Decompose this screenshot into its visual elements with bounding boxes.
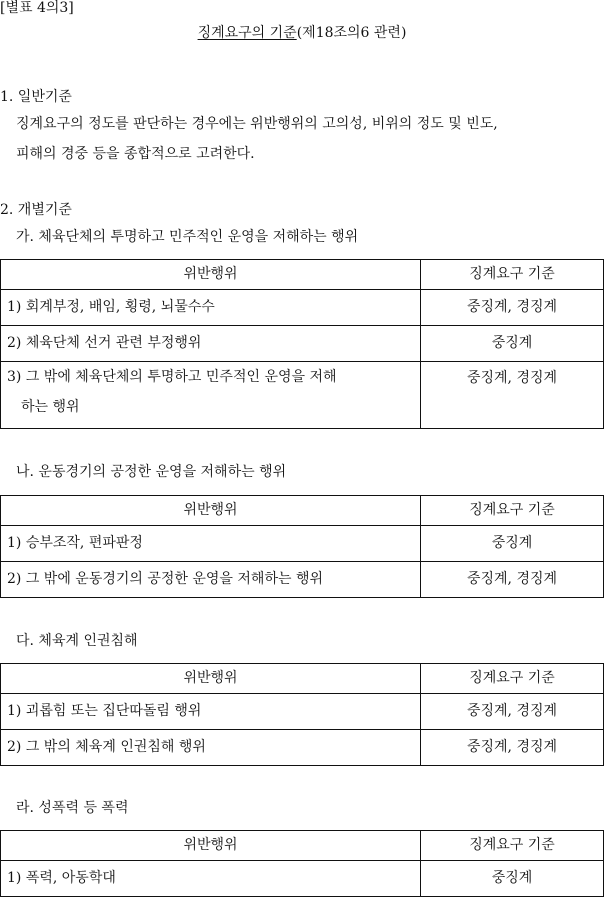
- title-main: 징계요구의 기준: [197, 25, 297, 41]
- group-heading-ra: 라. 성폭력 등 폭력: [16, 800, 129, 816]
- standard-cell: 중징계: [421, 861, 604, 897]
- table-group-ra: [0, 830, 604, 897]
- violation-cell: 2) 그 밖의 체육계 인권침해 행위: [1, 730, 421, 766]
- table-row: [1, 290, 604, 326]
- table-row: [1, 730, 604, 766]
- standard-cell: 중징계, 경징계: [421, 694, 604, 730]
- table-row: [1, 326, 604, 362]
- group-heading-da: 다. 체육계 인권침해: [16, 633, 138, 649]
- col-header-violation: 위반행위: [1, 260, 421, 290]
- standard-cell: 중징계, 경징계: [421, 562, 604, 598]
- document-title: [0, 25, 604, 42]
- col-header-standard: 징계요구 기준: [421, 496, 604, 526]
- violation-cell: 2) 그 밖에 운동경기의 공정한 운영을 저해하는 행위: [1, 562, 421, 598]
- table-row: [1, 694, 604, 730]
- table-row: [1, 861, 604, 897]
- violation-cell: 2) 체육단체 선거 관련 부정행위: [1, 326, 421, 362]
- violation-cell: 1) 회계부정, 배임, 횡령, 뇌물수수: [1, 290, 421, 326]
- table-header-row: [1, 664, 604, 694]
- section-heading-individual: 2. 개별기준: [0, 202, 72, 218]
- col-header-violation: 위반행위: [1, 664, 421, 694]
- annex-label: [별표 4의3]: [0, 0, 74, 16]
- group-heading-ga: 가. 체육단체의 투명하고 민주적인 운영을 저해하는 행위: [16, 229, 359, 245]
- col-header-violation: 위반행위: [1, 831, 421, 861]
- standard-cell: 중징계, 경징계: [421, 730, 604, 766]
- col-header-standard: 징계요구 기준: [421, 260, 604, 290]
- col-header-standard: 징계요구 기준: [421, 831, 604, 861]
- standard-cell: 중징계, 경징계: [421, 362, 604, 429]
- general-standard-text-line2: 피해의 경중 등을 종합적으로 고려한다.: [16, 146, 255, 162]
- standard-cell: 중징계: [421, 526, 604, 562]
- violation-cell-line1: 3) 그 밖에 체육단체의 투명하고 민주적인 운영을 저해: [7, 369, 337, 385]
- violation-cell: 1) 승부조작, 편파판정: [1, 526, 421, 562]
- table-group-da: [0, 663, 604, 766]
- violation-cell-line2: 하는 행위: [21, 399, 80, 415]
- table-row: [1, 562, 604, 598]
- table-header-row: [1, 260, 604, 290]
- table-header-row: [1, 496, 604, 526]
- standard-cell: 중징계: [421, 326, 604, 362]
- standard-cell: 중징계, 경징계: [421, 290, 604, 326]
- table-row: [1, 526, 604, 562]
- violation-cell: [1, 362, 421, 429]
- section-heading-general: 1. 일반기준: [0, 89, 72, 105]
- violation-cell: 1) 폭력, 아동학대: [1, 861, 421, 897]
- general-standard-text-line1: 징계요구의 정도를 판단하는 경우에는 위반행위의 고의성, 비위의 정도 및 빈도,: [16, 116, 498, 132]
- table-row: [1, 362, 604, 429]
- table-group-na: [0, 495, 604, 598]
- title-reference: (제18조의6 관련): [296, 25, 407, 41]
- group-heading-na: 나. 운동경기의 공정한 운영을 저해하는 행위: [16, 464, 287, 480]
- table-header-row: [1, 831, 604, 861]
- table-group-ga: [0, 259, 604, 429]
- col-header-standard: 징계요구 기준: [421, 664, 604, 694]
- col-header-violation: 위반행위: [1, 496, 421, 526]
- violation-cell: 1) 괴롭힘 또는 집단따돌림 행위: [1, 694, 421, 730]
